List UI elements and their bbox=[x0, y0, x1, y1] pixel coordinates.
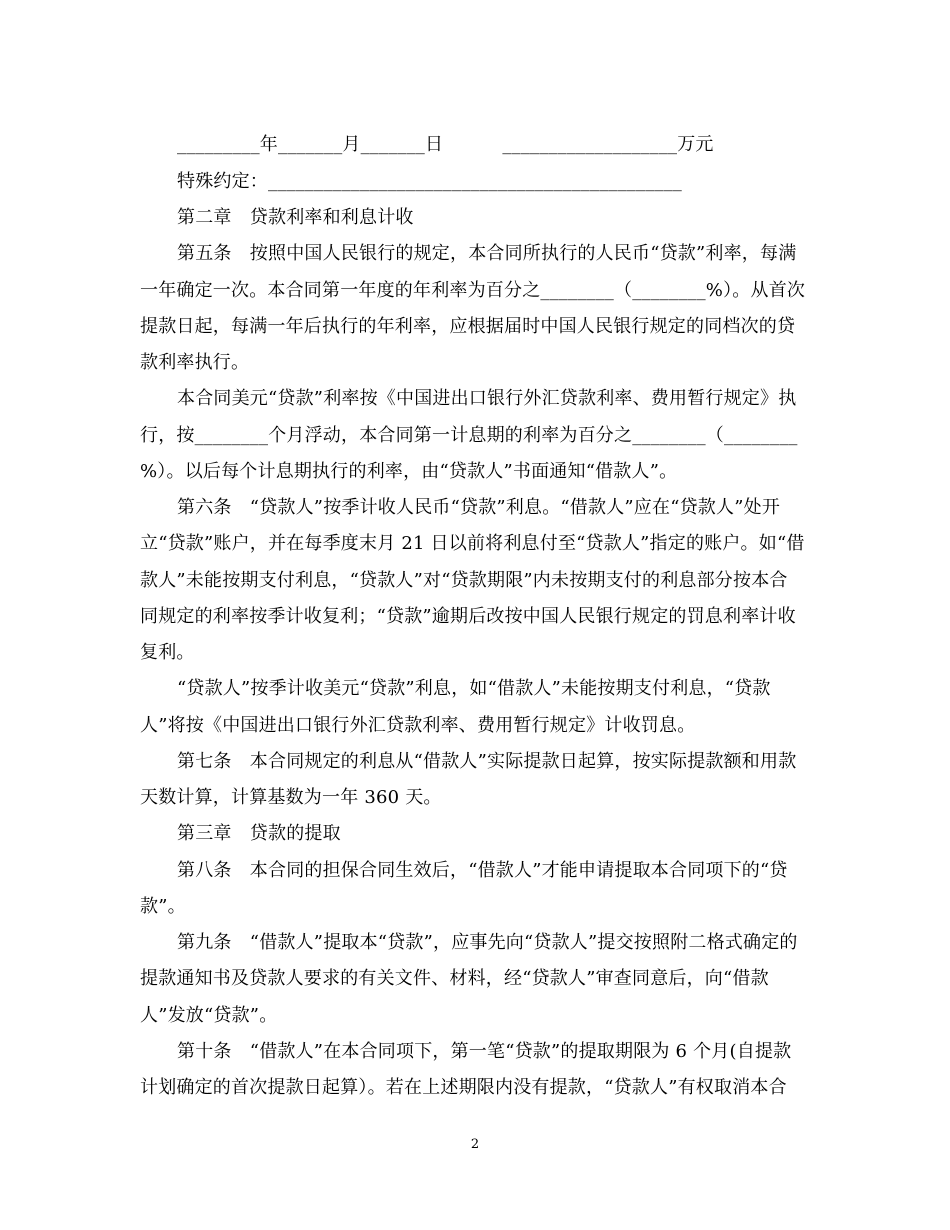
article-line: 款”。 bbox=[140, 896, 186, 917]
article-line: “贷款人”按季计收美元“贷款”利息，如“借款人”未能按期支付利息，“贷款 bbox=[177, 678, 771, 699]
article-line: 提款通知书及贷款人要求的有关文件、材料，经“贷款人”审查同意后，向“借款 bbox=[140, 968, 769, 989]
article-line: 计划确定的首次提款日起算）。若在上述期限内没有提款，“贷款人”有权取消本合 bbox=[140, 1077, 787, 1098]
article-line: 行，按________个月浮动，本合同第一计息期的利率为百分之________（________ bbox=[140, 425, 798, 446]
chapter-heading: 第二章 贷款利率和利息计收 bbox=[177, 207, 414, 228]
article-line: 第九条 “借款人”提取本“贷款”，应事先向“贷款人”提交按照附二格式确定的 bbox=[177, 932, 798, 953]
article-line: 款利率执行。 bbox=[140, 352, 250, 373]
article-line: 一年确定一次。本合同第一年度的年利率为百分之________（________%）。从首次 bbox=[140, 280, 806, 301]
article-line: 第七条 本合同规定的利息从“借款人”实际提款日起算，按实际提款额和用款 bbox=[177, 751, 797, 772]
article-line: 复利。 bbox=[140, 642, 195, 663]
article-line: 款人”未能按期支付利息，“贷款人”对“贷款期限”内未按期支付的利息部分按本合 bbox=[140, 570, 788, 591]
article-line: 第八条 本合同的担保合同生效后，“借款人”才能申请提取本合同项下的“贷 bbox=[177, 860, 788, 881]
article-line: 本合同美元“贷款”利率按《中国进出口银行外汇贷款利率、费用暂行规定》执 bbox=[177, 388, 797, 409]
date-amount-line: _________年_______月_______日 ___________________万元 bbox=[177, 134, 714, 155]
article-line: 同规定的利率按季计收复利；“贷款”逾期后改按中国人民银行规定的罚息利率计收 bbox=[140, 606, 796, 627]
article-line: %）。以后每个计息期执行的利率，由“贷款人”书面通知“借款人”。 bbox=[140, 461, 678, 482]
chapter-heading: 第三章 贷款的提取 bbox=[177, 823, 341, 844]
article-line: 天数计算，计算基数为一年 360 天。 bbox=[140, 787, 442, 808]
article-line: 第六条 “贷款人”按季计收人民币“贷款”利息。“借款人”应在“贷款人”处开 bbox=[177, 497, 781, 518]
page-number: 2 bbox=[470, 1137, 480, 1152]
article-line: 立“贷款”账户，并在每季度末月 21 日以前将利息付至“贷款人”指定的账户。如“借 bbox=[140, 533, 805, 554]
article-line: 人”将按《中国进出口银行外汇贷款利率、费用暂行规定》计收罚息。 bbox=[140, 715, 696, 736]
article-line: 第五条 按照中国人民银行的规定，本合同所执行的人民币“贷款”利率，每满 bbox=[177, 243, 797, 264]
special-agreement-line: 特殊约定：_____________________________________________ bbox=[177, 171, 682, 192]
article-line: 人”发放“贷款”。 bbox=[140, 1005, 278, 1026]
article-line: 第十条 “借款人”在本合同项下，第一笔“贷款”的提取期限为 6 个月(自提款 bbox=[177, 1041, 792, 1062]
article-line: 提款日起，每满一年后执行的年利率，应根据届时中国人民银行规定的同档次的贷 bbox=[140, 316, 796, 337]
